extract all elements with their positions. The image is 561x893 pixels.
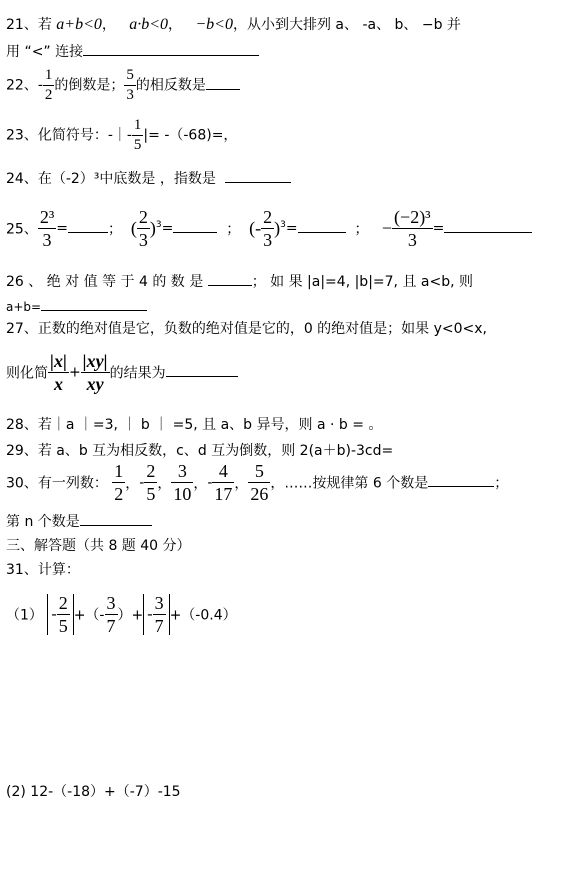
q25-fraction-2: [137, 208, 150, 249]
q27-fraction-2: [81, 352, 110, 393]
q22-num2: 5: [124, 68, 136, 86]
q27-suffix: 的结果为: [109, 365, 166, 382]
q30-sequence: [112, 461, 270, 504]
q21-expr1: a+b<0: [56, 16, 102, 33]
q30-sign: -: [207, 474, 213, 491]
q31-b-num: 3: [106, 593, 116, 613]
q27-answer-blank[interactable]: [166, 362, 238, 377]
q25-f3-exp: 3: [280, 219, 286, 230]
q30-line2: [6, 511, 152, 531]
q30-den: 17: [214, 484, 233, 504]
q31-c-num: 3: [154, 593, 164, 613]
q25-sep2: ；: [226, 221, 241, 238]
q25-f3-den: 3: [263, 230, 273, 250]
q25-blank-1[interactable]: [68, 218, 108, 233]
q25-f1-den: 3: [42, 230, 52, 250]
q25-eq2: =: [161, 220, 174, 237]
q30-num: 4: [212, 462, 234, 483]
q25-sep3: ；: [354, 221, 369, 238]
q31-c-den: 7: [154, 616, 164, 636]
q30-suffix: ，……按规律第 6 个数是: [270, 475, 429, 492]
q27-prefix: 则化简: [6, 365, 48, 382]
q22-den1: 2: [44, 87, 53, 103]
q27-f2-num: |xy|: [82, 351, 108, 371]
q27-text: 27、正数的绝对值是它，负数的绝对值是它的，0 的绝对值是；如果 y<0<x,: [6, 321, 488, 337]
q31-title-text: 31、计算：: [6, 562, 80, 578]
q21-suffix: ，从小到大排列 a、 -a、 b、 −b 并: [232, 17, 461, 33]
q30-prefix: 30、有一列数：: [6, 475, 108, 492]
q21-expr2: a·b<0: [129, 16, 169, 33]
q31-frac-a: [57, 594, 70, 635]
q23-suffix: |= -（-68)=，: [143, 127, 238, 144]
q25-f2-num: 2: [138, 207, 148, 227]
q31-frac-c: [153, 594, 166, 635]
q23-prefix: 23、化简符号：-｜-: [6, 127, 132, 144]
q22-den2: 3: [126, 87, 134, 103]
q30-comma: ，: [193, 475, 208, 492]
q31-part1: [6, 594, 237, 635]
q25-blank-2[interactable]: [173, 218, 217, 233]
q31-title: [6, 559, 80, 579]
q30-num: 3: [171, 462, 193, 483]
q27-f1-num: |x|: [50, 351, 67, 371]
q25-eq4: =: [432, 220, 445, 237]
q31-a-den: 5: [58, 616, 68, 636]
q22-suffix: 的相反数是: [135, 77, 206, 94]
q23-fraction: [132, 118, 144, 153]
q25-blank-4[interactable]: [444, 218, 532, 233]
q31-close: ）+: [117, 607, 144, 624]
q25-sep1: ；: [107, 221, 122, 238]
q30-line1: [6, 462, 508, 503]
section-3-heading: [6, 535, 191, 555]
q30-fraction-5: [248, 462, 270, 503]
q27-f1-den: x: [53, 374, 63, 394]
q28: [6, 414, 382, 434]
q31-plus1: +（-: [73, 607, 105, 624]
q22-fraction-1: [43, 68, 55, 103]
q22-prefix: 22、-: [6, 77, 43, 94]
q30-num: 5: [248, 462, 270, 483]
q21-line2: [6, 41, 259, 61]
q30-num: 1: [114, 461, 124, 481]
q21-answer-blank[interactable]: [83, 41, 259, 56]
q30-end: ；: [494, 475, 509, 492]
q27-line2: [6, 352, 238, 393]
section-3-title: 三、解答题（共 8 题 40 分）: [6, 538, 191, 554]
q22: [6, 68, 240, 103]
q31-tail: +（-0.4）: [169, 607, 237, 624]
q25-f2-den: 3: [138, 230, 148, 250]
q30-comma: ，: [234, 475, 249, 492]
q30-den: 10: [173, 484, 192, 504]
q30-answer-blank-1[interactable]: [428, 472, 494, 487]
q25-fraction-1: [38, 208, 56, 249]
q31-b-den: 7: [106, 616, 116, 636]
q23: [6, 118, 237, 153]
q21-prefix: 21、若: [6, 17, 57, 33]
q28-text: 28、若｜a ｜=3, ｜ b ｜ =5, 且 a、b 异号，则 a · b = 。: [6, 417, 383, 433]
q25: 25、 $\frac{\text{2³}}{3}$ = ； ( $\frac{2}{3}$ )$^3$= ； (- $\frac{2}{3}$ )$^3$= ； − $\frac{\text{(−2)³}}{3}$ =: [6, 208, 532, 249]
q26-text-2: ； 如 果 |a|=4, |b|=7, 且 a<b, 则: [251, 274, 473, 290]
q26-line2: [6, 296, 147, 314]
q25-fraction-3: [261, 208, 274, 249]
q30-nth-text: 第 n 个数是: [6, 514, 80, 530]
q26-blank-2[interactable]: [41, 296, 147, 311]
q25-blank-3[interactable]: [298, 218, 346, 233]
q25-eq3: =: [285, 220, 298, 237]
q21-line1: [6, 14, 461, 34]
q30-den: 2: [114, 484, 124, 504]
q30-fraction-2: [144, 462, 157, 503]
q22-mid: 的倒数是；: [54, 77, 125, 94]
q27-line1: [6, 318, 487, 338]
q30-sign: -: [139, 474, 145, 491]
q26-blank-1[interactable]: [208, 271, 252, 286]
q31-part2: [6, 781, 181, 801]
q31-p1-label: （1）: [6, 607, 43, 624]
q26-text: 26 、 绝 对 值 等 于 4 的 数 是: [6, 274, 204, 290]
q30-fraction-1: [112, 462, 125, 503]
q29-text: 29、若 a、b 互为相反数，c、d 互为倒数，则 2(a＋b)-3cd=: [6, 443, 394, 459]
q26-sum: a+b=: [6, 300, 42, 314]
q21-sep2: ，: [168, 17, 183, 33]
q30-comma: ，: [157, 475, 172, 492]
q25-f4-num: (−2)³: [394, 207, 431, 227]
q31-abs-2: - $\frac{3}{7}$: [143, 594, 169, 635]
q24-text: 24、在（-2）³中底数是 ，指数是: [6, 171, 216, 187]
q30-fraction-4: [212, 462, 234, 503]
q25-fraction-4: [392, 208, 433, 249]
q24: [6, 168, 291, 188]
q22-answer-blank[interactable]: [206, 75, 240, 90]
q23-num: 1: [132, 118, 144, 136]
q22-fraction-2: [124, 68, 136, 103]
q30-den: 26: [250, 484, 269, 504]
q27-plus: +: [68, 364, 81, 381]
q31-frac-b: [105, 594, 118, 635]
q21-sep1: ，: [101, 17, 116, 33]
q21-connect-text: 用 “<” 连接: [6, 44, 84, 60]
q30-fraction-3: [171, 462, 193, 503]
q30-comma: ，: [125, 475, 140, 492]
q30-den: 5: [146, 484, 156, 504]
q25-f1-num: 2³: [39, 207, 55, 227]
q31-p2-text: (2) 12-（-18）+（-7）-15: [6, 784, 181, 800]
q23-den: 5: [133, 137, 142, 153]
q25-f3-num: 2: [263, 207, 273, 227]
q25-f4-den: 3: [407, 230, 417, 250]
q29: [6, 440, 393, 460]
q25-f2-exp: 3: [155, 219, 162, 230]
q27-fraction-1: [48, 352, 69, 393]
q26-line1: [6, 271, 473, 291]
q27-f2-den: xy: [86, 374, 104, 394]
q21-expr3: −b<0: [195, 16, 233, 33]
q25-eq1: =: [56, 220, 68, 237]
q22-num1: 1: [43, 68, 55, 86]
q30-answer-blank-2[interactable]: [80, 511, 152, 526]
q24-answer-blank[interactable]: [225, 168, 291, 183]
q31-a-num: 2: [58, 593, 68, 613]
q31-abs-1: - $\frac{2}{5}$: [47, 594, 73, 635]
q25-label: 25、: [6, 221, 38, 238]
q30-num: 2: [146, 461, 156, 481]
